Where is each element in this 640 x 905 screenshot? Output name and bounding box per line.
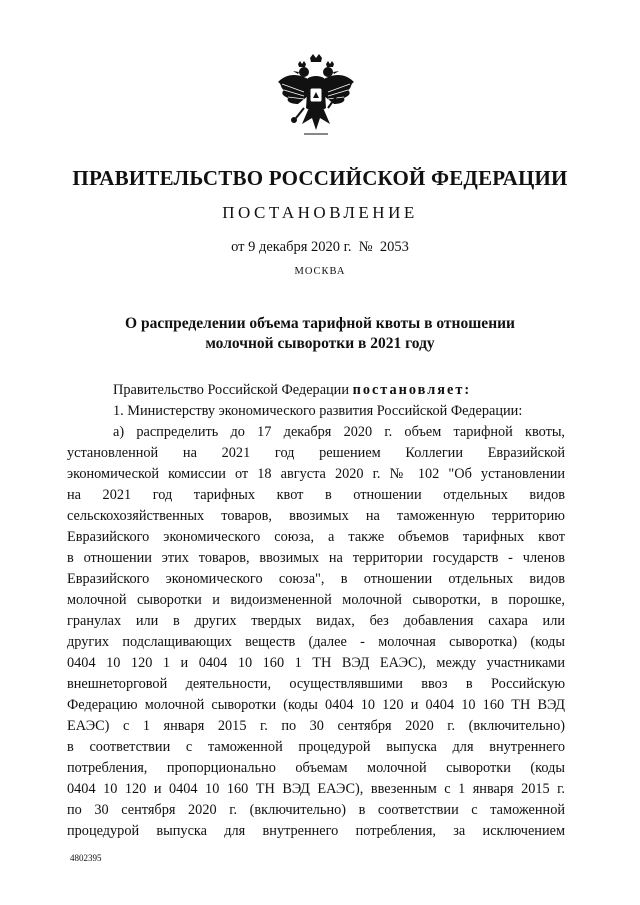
body-line: 0404 10 120 и 0404 10 160 ТН ВЭД ЕАЭС), ввезенным с 1 января 2015 г. <box>67 781 565 797</box>
body-line: а) распределить до 17 декабря 2020 г. объем тарифной квоты, <box>113 424 565 440</box>
body-line: гранулах или в других твердых видах, без добавления сахара или <box>67 613 565 629</box>
body-line: других подслащивающих веществ (далее - молочная сыворотка) (коды <box>67 634 565 650</box>
body-line: сельскохозяйственных товаров, ввозимых на таможенную территорию <box>67 508 565 524</box>
body-line: установленной на 2021 год решением Коллегии Евразийской <box>67 445 565 461</box>
body-line: 0404 10 120 1 и 0404 10 160 1 ТН ВЭД ЕАЭС), между участниками <box>67 655 565 671</box>
body-line: в соответствии с таможенной процедурой выпуска для внутреннего <box>67 739 565 755</box>
body-line: потребления, пропорционально объемам молочной сыворотки (коды <box>67 760 565 776</box>
intro-emphasis: постановляет: <box>352 382 472 398</box>
body-line: Евразийского экономического союза, а также объемов тарифных квот <box>67 529 565 545</box>
document-date-number: от 9 декабря 2020 г. № 2053 <box>231 239 409 255</box>
document-subject <box>0 314 640 354</box>
russian-double-headed-eagle-icon <box>274 52 358 142</box>
intro-text: Правительство Российской Федерации <box>113 382 353 398</box>
document-id: 4802395 <box>70 853 102 863</box>
document-body <box>67 380 565 842</box>
body-line: молочной сыворотки и видоизмененной молочной сыворотки, в порошке, <box>67 592 565 608</box>
intro-paragraph <box>67 380 565 401</box>
subject-line: О распределении объема тарифной квоты в отношении <box>125 315 515 332</box>
body-line: Федерацию молочной сыворотки (коды 0404 10 120 и 0404 10 160 ТН ВЭД <box>67 697 565 713</box>
body-line: экономической комиссии от 18 августа 2020 г. № 102 "Об установлении <box>67 466 565 482</box>
body-line: Евразийского экономического союза", в отношении отдельных видов <box>67 571 565 587</box>
document-type: ПОСТАНОВЛЕНИЕ <box>222 203 418 222</box>
body-line: внешнеторговой деятельности, осуществлявшими ввоз в Российскую <box>67 676 565 692</box>
body-line: процедурой выпуска для внутреннего потребления, за исключением <box>67 823 565 839</box>
body-line: ЕАЭС) с 1 января 2015 г. по 30 сентября 2020 г. (включительно) <box>67 718 565 734</box>
body-line: на 2021 год тарифных квот в отношении отдельных видов <box>67 487 565 503</box>
body-line: в отношении этих товаров, ввозимых на территории государств - членов <box>67 550 565 566</box>
subject-line: молочной сыворотки в 2021 году <box>205 335 435 352</box>
document-city: МОСКВА <box>294 266 346 277</box>
body-line: по 30 сентября 2020 г. (включительно) в соответствии с таможенной <box>67 802 565 818</box>
government-title: ПРАВИТЕЛЬСТВО РОССИЙСКОЙ ФЕДЕРАЦИИ <box>72 166 568 190</box>
body-line: 1. Министерству экономического развития Российской Федерации: <box>113 403 523 419</box>
